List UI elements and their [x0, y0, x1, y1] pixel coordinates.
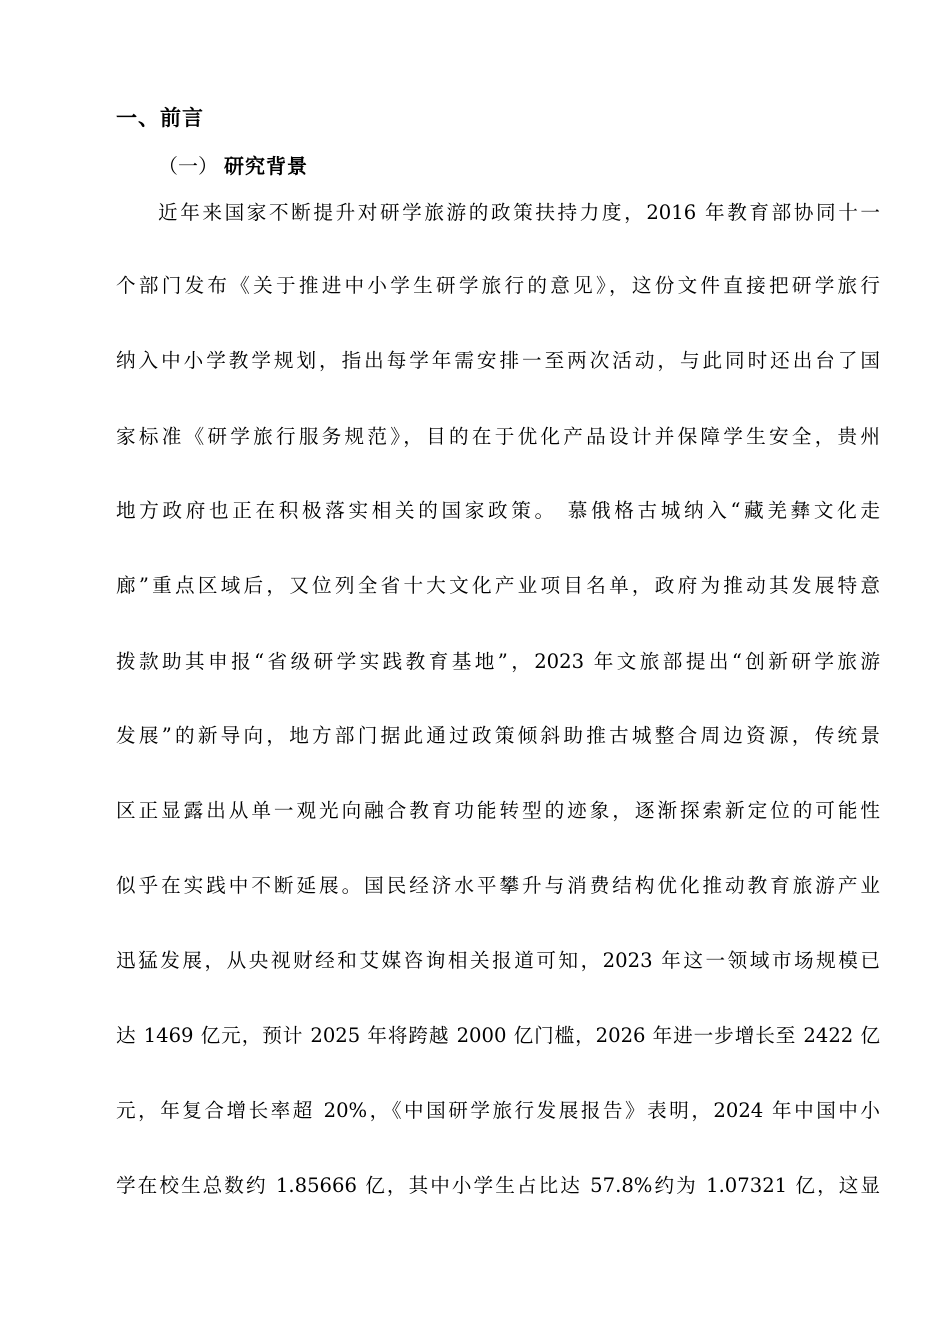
paragraph-line: 区正显露出从单一观光向融合教育功能转型的迹象，逐渐探索新定位的可能性: [116, 799, 880, 822]
paragraph-line: 近年来国家不断提升对研学旅游的政策扶持力度，2016 年教育部协同十一: [158, 201, 880, 224]
paragraph-line: 纳入中小学教学规划，指出每学年需安排一至两次活动，与此同时还出台了国: [116, 349, 880, 372]
subsection-title: 研究背景: [224, 154, 308, 178]
paragraph-line: 元，年复合增长率超 20%，《中国研学旅行发展报告》表明，2024 年中国中小: [116, 1099, 880, 1122]
paragraph-line: 迅猛发展，从央视财经和艾媒咨询相关报道可知，2023 年这一领域市场规模已: [116, 949, 880, 972]
paragraph-line: 拨款助其申报“省级研学实践教育基地”，2023 年文旅部提出“创新研学旅游: [116, 650, 880, 673]
paragraph-line: 达 1469 亿元，预计 2025 年将跨越 2000 亿门槛，2026 年进一步增长至 2422 亿: [116, 1024, 880, 1047]
section-heading: 一、前言: [116, 106, 204, 130]
subsection-heading: [158, 150, 308, 179]
paragraph-line: 家标准《研学旅行服务规范》，目的在于优化产品设计并保障学生安全，贵州: [116, 425, 880, 448]
subsection-number: （一）: [158, 154, 218, 178]
paragraph-line: 学在校生总数约 1.85666 亿，其中小学生占比达 57.8%约为 1.07321 亿，这显: [116, 1174, 880, 1197]
paragraph-line: 个部门发布《关于推进中小学生研学旅行的意见》，这份文件直接把研学旅行: [116, 274, 880, 297]
paragraph-line: 发展”的新导向，地方部门据此通过政策倾斜助推古城整合周边资源，传统景: [116, 724, 880, 747]
paragraph-line: 廊”重点区域后，又位列全省十大文化产业项目名单，政府为推动其发展特意: [116, 574, 880, 597]
paragraph-line: 似乎在实践中不断延展。国民经济水平攀升与消费结构优化推动教育旅游产业: [116, 874, 880, 897]
paragraph-line: 地方政府也正在积极落实相关的国家政策。 慕俄格古城纳入“藏羌彝文化走: [116, 499, 880, 522]
